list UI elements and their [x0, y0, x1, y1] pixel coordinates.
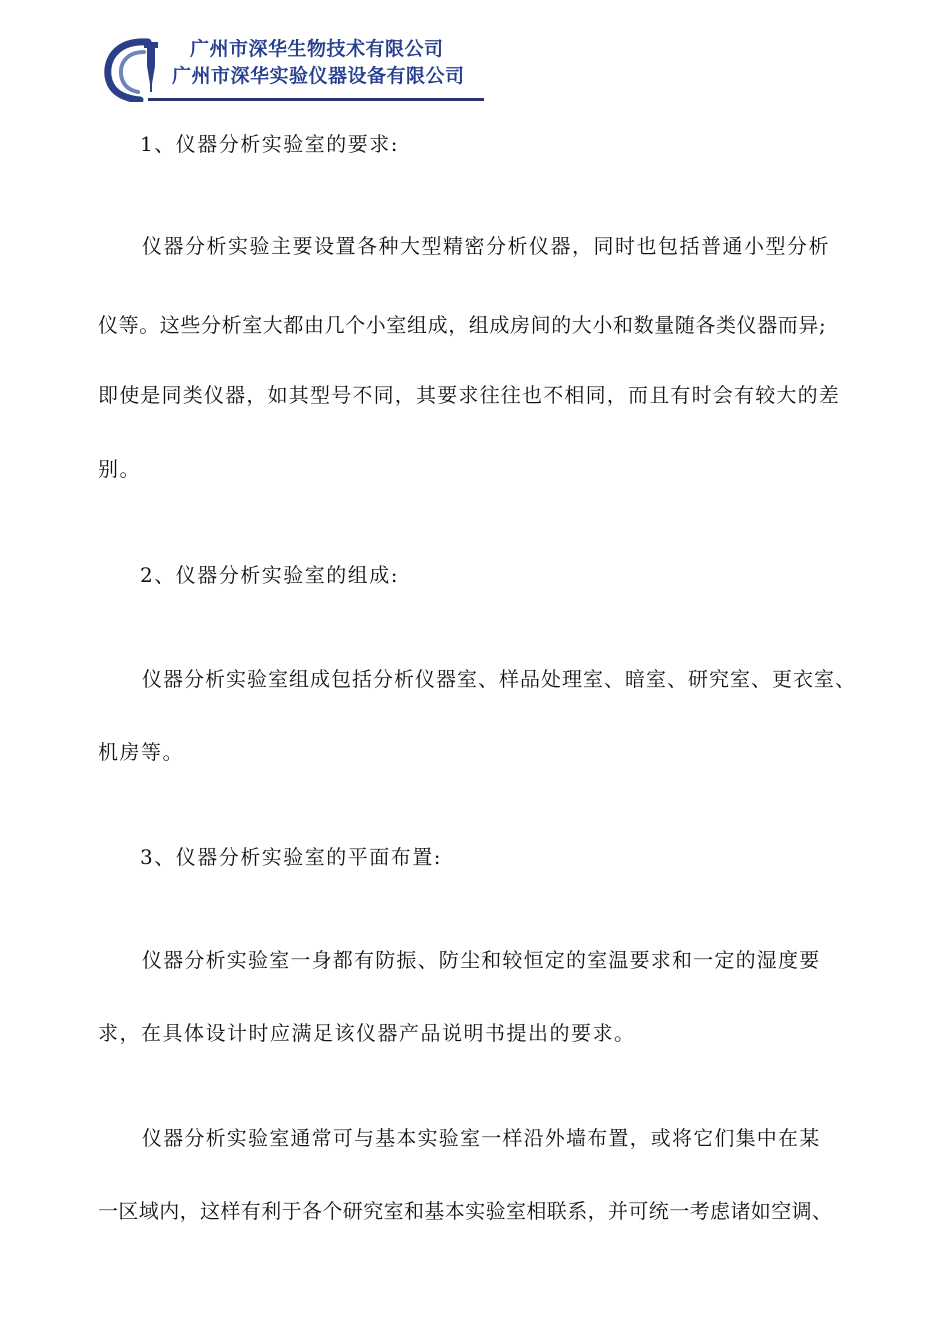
section-3-heading: 3、仪器分析实验室的平面布置:: [140, 845, 442, 869]
section-2-paragraph-line: 机房等。: [98, 740, 184, 764]
section-1-paragraph-line: 仪器分析实验主要设置各种大型精密分析仪器，同时也包括普通小型分析: [142, 234, 830, 258]
company-names: [172, 40, 492, 86]
header-divider: [148, 98, 484, 101]
section-1-heading: 1、仪器分析实验室的要求:: [140, 132, 399, 156]
section-3-paragraph-line: 求，在具体设计时应满足该仪器产品说明书提出的要求。: [98, 1021, 636, 1045]
section-3-paragraph-line: 一区域内，这样有利于各个研究室和基本实验室相联系，并可统一考虑诸如空调、: [98, 1199, 833, 1223]
section-3-paragraph-line: 仪器分析实验室通常可与基本实验室一样沿外墙布置，或将它们集中在某: [142, 1126, 821, 1150]
company-name-biotech: 广州市深华生物技术有限公司: [190, 38, 444, 60]
section-2-paragraph-line: 仪器分析实验室组成包括分析仪器室、样品处理室、暗室、研究室、更衣室、: [142, 667, 856, 691]
section-1-paragraph-line: 即使是同类仪器，如其型号不同，其要求往往也不相同，而且有时会有较大的差: [98, 383, 840, 407]
section-1-paragraph-line: 仪等。这些分析室大都由几个小室组成，组成房间的大小和数量随各类仪器而异;: [98, 313, 827, 337]
lab-pipette-logo-icon: [100, 36, 170, 102]
section-3-paragraph-line: 仪器分析实验室一身都有防振、防尘和较恒定的室温要求和一定的湿度要: [142, 948, 821, 972]
section-2-heading: 2、仪器分析实验室的组成:: [140, 563, 399, 587]
letterhead: [100, 36, 490, 106]
section-1-paragraph-line: 别。: [98, 457, 141, 481]
company-name-instruments: 广州市深华实验仪器设备有限公司: [172, 65, 465, 87]
